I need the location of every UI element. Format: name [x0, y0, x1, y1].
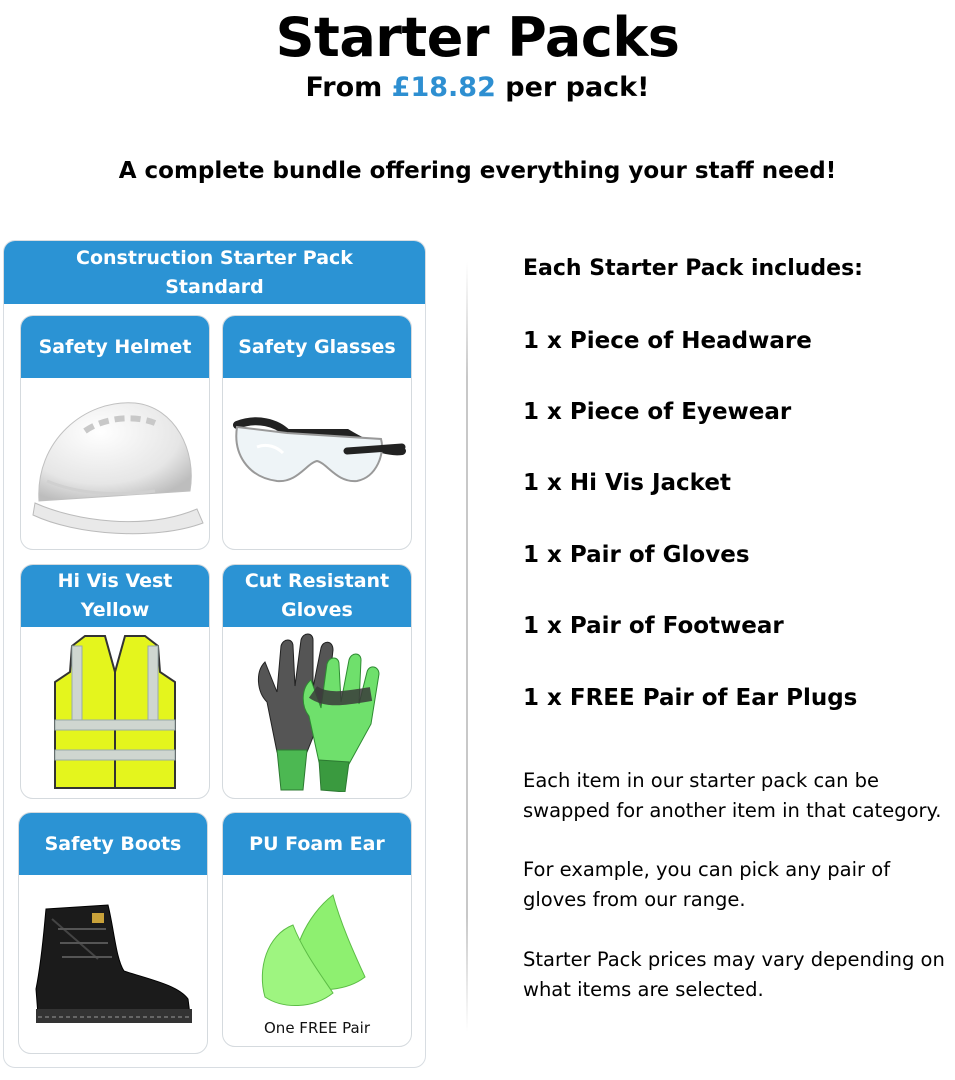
swap-note: Each item in our starter pack can be swapped for another item in that category. [523, 769, 942, 822]
price-subtitle [0, 72, 955, 103]
product-title: Cut Resistant Gloves [223, 565, 411, 627]
free-caption: One FREE Pair [264, 1019, 370, 1037]
includes-item: 1 x FREE Pair of Ear Plugs [523, 685, 858, 711]
example-note: For example, you can pick any pair of gloves from our range. [523, 858, 891, 911]
product-card-helmet[interactable] [20, 315, 210, 550]
price-note: Starter Pack prices may vary depending on what items are selected. [523, 948, 945, 1001]
includes-item: 1 x Pair of Footwear [523, 613, 784, 639]
product-card-ear-plugs[interactable] [222, 812, 412, 1047]
product-title: Safety Glasses [223, 316, 411, 378]
product-card-boots[interactable] [18, 812, 208, 1054]
product-title: Hi Vis Vest Yellow [21, 565, 209, 627]
subtitle-suffix: per pack! [495, 72, 650, 103]
product-card-hi-vis-vest[interactable] [20, 564, 210, 799]
price-value: £18.82 [391, 72, 496, 103]
hi-vis-vest-image [21, 627, 209, 797]
product-card-glasses[interactable] [222, 315, 412, 550]
product-title: PU Foam Ear [223, 813, 411, 875]
boot-image [19, 875, 207, 1053]
column-divider [466, 262, 468, 1032]
includes-item: 1 x Piece of Eyewear [523, 399, 792, 425]
pack-title: Construction Starter Pack [76, 247, 353, 269]
ear-plugs-image [223, 875, 411, 1045]
glasses-image [223, 378, 411, 548]
gloves-image [223, 627, 411, 797]
includes-item: 1 x Pair of Gloves [523, 542, 750, 568]
pack-header [4, 241, 425, 304]
product-title: Safety Helmet [21, 316, 209, 378]
product-card-gloves[interactable] [222, 564, 412, 799]
pack-variant: Standard [165, 276, 264, 298]
page-title: Starter Packs [275, 6, 680, 69]
tagline: A complete bundle offering everything your staff need! [118, 158, 837, 184]
includes-heading: Each Starter Pack includes: [523, 256, 863, 281]
includes-item: 1 x Hi Vis Jacket [523, 470, 731, 496]
helmet-image [21, 378, 209, 548]
product-title: Safety Boots [19, 813, 207, 875]
subtitle-prefix: From [305, 72, 392, 103]
includes-item: 1 x Piece of Headware [523, 328, 812, 354]
starter-pack-panel [3, 240, 426, 1068]
